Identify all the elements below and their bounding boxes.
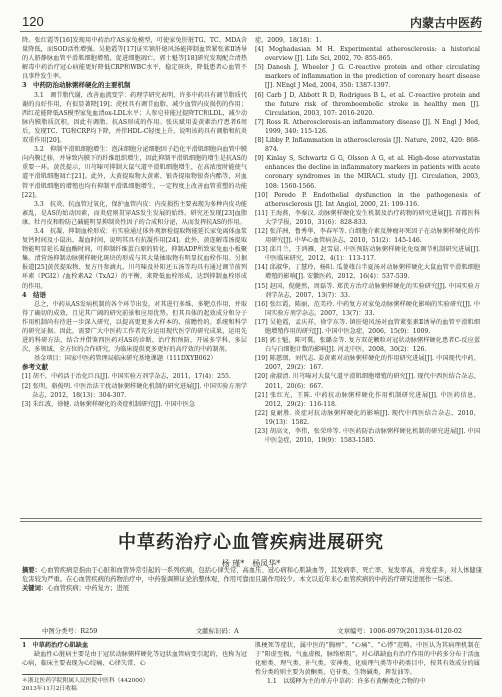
paragraph: 3.1 调节脂代谢，改善血流变学：药理学研究表明，许多中药具有调节脂质代谢的良好作用，有很显著降[19]；虎杖具有调节血脂、减少血管内皮损伤的作用；西红花能降低AS模型家兔血清ox-LDL水平；人参皂苷能过提降TC和LDL，减少动脉内膜脂质沉积，因此有调脂、抗AS形成的作用。张庆斌用姜黄素治疗患者6周后，发现TC、TG和CRP均下降，并伴HDL-C轻度上升，说明该药具有调脂和抗炎双重作用[20]。 <box>22 91 247 145</box>
reference-item: [16] 张红霞，陈丽，范美玲. 中药复方对家兔动脉粥样硬化影响的实验研究[J]. 中国实验方剂学杂志，2007，13(7)：33. <box>255 300 480 317</box>
reference-item: [5] Danesh J, Wheeler J G. C-reactive protein and other circulating markers of inflammation in the prediction of coronary heart disease [J]. NEngl J Med, 2004, 350: 1387-1397. <box>255 64 480 90</box>
reference-item: [14] 邱淑华，丁慧玲，杨阳. 瓜蒌薤白半夏汤对动脉粥样硬化大鼠血管平滑肌细胞增殖的影响[J]. 安徽医药，2012，16(4)：537-539. <box>255 264 480 281</box>
keywords-label: 关键词： <box>22 585 48 592</box>
classification-row <box>22 626 482 635</box>
page-number: 120 <box>22 14 44 29</box>
reference-item: [8] Libby P. Inflammation in atherosclerosis [J]. Nature, 2002, 420: 868-874. <box>255 137 480 154</box>
reference-item: [15] 赵国，倪健然，周磊等. 郑芪方治疗动脉粥样硬化的实验研究[J]. 中国实验方剂学杂志，2007，13(7)：33. <box>255 282 480 299</box>
reference-item: [13] 邱月兰，王鸿雁，赵雪晨. 中医预防动脉粥样硬化免疫调节机制研究进展[J]. 中医临床研究，2012，4(1)：113-117. <box>255 246 480 263</box>
reference-item: [10] Peredo P. Endothelial dysfunction in the pathogenesis of atherosclerosis [J]. Int Angiol, 2000, 21: 109-116. <box>255 191 480 208</box>
footnote: ＊浙北医药学院附属人民医院中医科（442000） 2013年11月2日收稿 <box>22 678 149 692</box>
reference-item: [4] Moghadasian M H. Experimental atherosclerosis: a historical overview [J]. Life Sci, 2002, 70: 855-865. <box>255 46 480 63</box>
paragraph: 缺血性心脏病主要是由于冠状动脉粥样硬化等冠状血管病变引起的，也称为冠心病，临床主要表现为心绞痛、心律失常、心 <box>22 651 247 668</box>
reference-item: [22] 夏耐胜. 炎症对抗动脉粥样硬化的影响[J]. 现代中西医结合杂志，2010，19(13)：1582. <box>255 409 480 426</box>
paragraph: 1.1 以缓释为主的单方中草药：许多有黄酮类化合物的中 <box>267 678 426 686</box>
reference-item: [11] 王海燕，李秦汉. 动脉粥样硬化发生机制及治疗药物的研究进展[J]. 首都医科大学学报，2010，31(6)：828-833. <box>255 209 480 226</box>
reference-item: [18] 郭士魁，陈可冀，张璐金等. 复方双花颗粒对冠状动脉粥样硬化患者C-反应蛋白与白细胞计数的影响[J]. 河北中医，2008，30(2)：126. <box>255 337 480 354</box>
reference-item: [20] 俞淑清. 川芎嗪对大鼠气道平滑肌细胞增殖的研究[J]. 现代中西医结合杂志，2011，20(6)：667. <box>255 373 480 390</box>
paragraph: 3.4 抗凝、抑制血栓形成：有实验通过体外观察检提取物能延长家兔离体血浆复钙时间及小鼠出、凝血时间，说明其具有抗凝作用[24]。此外，黄连解毒汤提取物能明显延长凝血酶时间，可抑制纤维蛋白原的转化，抑制ADP所致家兔血小板聚集。清营汤抑制动脉粥样硬化斑块的形成与其大量抽取物有明显抗血栓作用。另据报道[25]黄芪提取物、复方丹参滴丸、川芎嗪及补阳还五汤等均具有通过调节前列环素（PGI2）/血栓素A2（TxA2）的平衡，来降低血栓形成，达到抑制血栓形成的作用。 <box>22 227 247 290</box>
reference-item: [19] 陈慈颂，刘代志. 姜黄素对动脉粥样硬化的作用研究进展[J]. 中国现代中药，2007，29(2)：167. <box>255 355 480 372</box>
article-title: 中草药治疗心血管疾病进展研究 <box>118 532 384 553</box>
article-divider <box>20 518 482 519</box>
reference-item: [1] 胡不，中药活于治化巨良[J]. 中国实验方剂学杂志，2011，17(4)：255. <box>22 373 231 381</box>
reference-item: [12] 张洋洲，鲁秀华，李春军等. 白细胞介素及肿瘤坏死因子在动脉粥样硬化的作用研究[J]. 中华心血管病杂志，2010，51(2)：145-146. <box>255 227 480 245</box>
document-code: 文献标识码：A <box>195 627 239 635</box>
left-column <box>22 36 247 409</box>
reference-item: [3] 朱红波，徐健. 动脉粥样硬化的炎症机制研究[J]. 中国中医急 <box>22 400 196 408</box>
references-heading: 参考文献 <box>22 363 48 372</box>
article-number: 文章编号：1006-0979(2013)34-0120-02 <box>337 627 462 635</box>
article-left-column <box>22 641 247 668</box>
article-right-column <box>255 641 480 686</box>
section-heading: 1 中草药治疗心肌缺血 <box>22 642 89 649</box>
reference-item: [7] Ross R. Atherosclerosis-an inflammatory disease [J]. N Engl J Med, 1999, 340: 115-126. <box>255 118 480 135</box>
clc-number: 中图分类号：R259 <box>42 627 98 635</box>
reference-item: 症，2009，18(18)：1. <box>255 37 322 44</box>
abstract <box>22 566 482 593</box>
paragraph: 3.3 抗炎、抗血管过氧化，保护血管内皮：内皮损伤主要表现为多种内皮功能紊乱，是AS的始动因素，而炎症则贯穿AS发生发展的始终。研究还发现[23]血脂康、牡丹皮和粉防己碱能明显抑制炎性因子的合成和分泌，从而发挥抗AS的作用。 <box>22 200 247 226</box>
reference-item: [2] 张明，骆俊明. 中医治法干扰动脉粥样硬化机制的研究进展[J]. 中国实验方剂学杂志，2012，18(13)：304-307. <box>22 382 247 399</box>
meta-rule <box>20 638 482 639</box>
paragraph: 总之，中药从AS发病机制的各个环节出发，对其进行多维、多靶点作用，并取得了确切的成效，且见其广阔的研究前景和应用优势。但其具体的起效成分和分子作用机制尚有待进一步深入研究，以提高更更多大样本的、前瞻性的、系统和科学的研究证据。因此，需要广大中医药工作者充分运用现代医学的研究成果，运用先进的科研方法，结合并借鉴西医药对AS的诊断、治疗和预防，开展多学科、多层次、多领域、全方位的合作研究，为临床提供更多更好的高疗效的中药制剂。 <box>22 300 247 354</box>
article-authors: 杨 瑾* 杨凤华* <box>221 559 281 568</box>
reference-item: [23] 胡高文，李伟，张荣珍等. 中医药防治动脉粥样硬化机制的研究进展[J]. 中国中医急症，2010，19(9)：1583-1585. <box>255 428 480 445</box>
footnote-rule <box>22 674 102 675</box>
section-heading: 4 结语 <box>22 290 47 299</box>
paragraph: 3.2 抑制平滑肌细胞增生：泡沫细胞分泌细胞因子趋化平滑肌细胞向血管中膜向内膜迁移，并导致内膜下的纤维组织增生，因此抑制平滑肌细胞的增生是抗AS的重要一环。黄芪提示，川芎嗪可抑制大鼠气道平滑肌细胞增生，在高浓度时能使气道平滑肌细胞凋亡[21]。此外，大黄提取物大黄素、银杏提取物银杏内酯等，对血管平滑肌细胞的增殖也均有抑制平滑肌细胞增生，一定程度上改善血管重塑的功能[22]。 <box>22 146 247 199</box>
right-column <box>255 36 480 445</box>
abstract-text: 心血管疾病是指由于心脏和血管异常引起的一系列疾病，包括心律失常、高血压、冠心病和心肌缺血等，其发病率、死亡率、复发率高，并发症多，对人体健康危害较为严重。在心血管疾病的药物治疗中，中药强调辨证论治整体观，作用可靠而且副作用较少。本文以近年来心血管疾病的中药治疗研究进展作一综述。 <box>22 567 483 583</box>
reference-item: [9] Kinlay S, Schwartz G G, Olsson A G, et al. High-dose atorvastatin enhances the decline in inflammatory markers in patients with acute coronary syndromes in the MIRACL study [J]. Circulation, 2003, 108: 1560-1566. <box>255 155 480 190</box>
header-rule <box>20 31 482 32</box>
article-divider <box>20 521 482 522</box>
paragraph: 肌梗死等症状，属中医的“胸痹”、“心痛”、“心悸”范畴。中医认为其病理机制在于“阳虚至极，气血虚极，脉络瘀阻”。对心肌缺血有治疗作用的中药多分布于活血化瘀类、理气类、补气类、安神类、化痰理气类等中药类目中，按其有效成分的属性分类的则主要为黄酮类、皂苷类、生物碱类，挥发油等。 <box>255 642 480 677</box>
section-heading: 3 中药防治动脉粥样硬化的主要机制 <box>22 81 131 90</box>
new-article <box>0 524 502 692</box>
page-header <box>0 0 502 36</box>
abstract-label: 摘要： <box>22 567 41 574</box>
funding-note: 基金项目：国家中医药管理局临床研究基地课题（111DXYB062） <box>34 355 217 363</box>
paragraph: 降。张红霞等[16]发现用中药治疗AS家兔模型，可使家兔肝脏TG、TC、MDA含量降低，而SOD活性增强。吴艳霞等[17]证实镇肝熄风汤能抑制血管紧张素Ⅱ诱导的人脐静脉血管平滑肌细胞增殖，促进细胞凋亡。郭士魁等[18]研究发现配合清热解毒中药治疗冠心病能更好降低CRP和WBC水平，稳定斑块，降低患者心血管不良事件发生率。 <box>22 37 247 81</box>
reference-item: [17] 吴艳霞，孟庆祥，徐学东等. 镇肝熄风汤对血管紧张素Ⅱ诱导的血管平滑肌细胞增殖作用的研究[J]. 中国中医急症，2006，15(9)：1009. <box>255 318 480 335</box>
reference-item: [21] 张红光，王陈. 中药抗动脉粥样硬化作用机制研究进展[J]. 中医药信息，2012，29(2)：116-118. <box>255 391 480 408</box>
reference-item: [6] Carb J D, Abbott R D, Rodrigues B L, et al. C-reactive protein and the future risk of thromboembolic stroke in healthy men [J]. Circulation, 2003, 107: 2016-2020. <box>255 91 480 117</box>
keywords-text: 心血管疾病；中药复方；进展 <box>47 585 130 592</box>
journal-name: 内蒙古中医药 <box>409 16 482 30</box>
